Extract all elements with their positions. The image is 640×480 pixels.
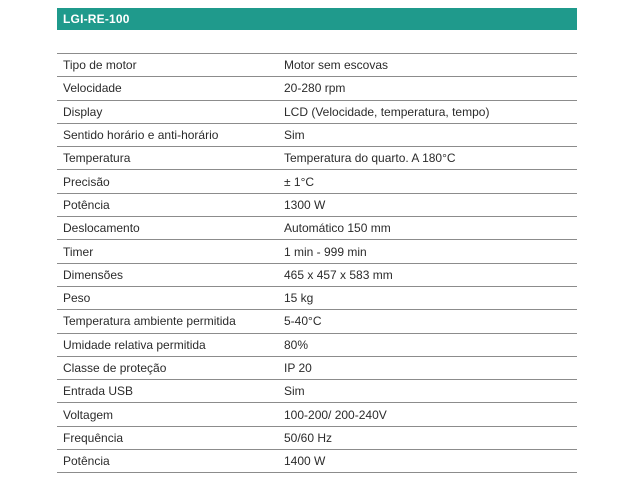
spec-value: 465 x 457 x 583 mm: [280, 263, 577, 286]
spec-row-temperatura: [57, 147, 577, 170]
spec-value: 1 min - 999 min: [280, 240, 577, 263]
spec-row-voltagem: [57, 403, 577, 426]
spec-row-dimensoes: [57, 263, 577, 286]
spec-value: 5-40°C: [280, 310, 577, 333]
spec-row-umidade: [57, 333, 577, 356]
spec-label: Precisão: [57, 170, 280, 193]
spec-row-potencia: [57, 193, 577, 216]
spec-label: Potência: [57, 193, 280, 216]
spec-label: Timer: [57, 240, 280, 263]
spec-table: [57, 53, 577, 473]
spec-row-precisao: [57, 170, 577, 193]
spec-label: Classe de proteção: [57, 356, 280, 379]
spec-value: 15 kg: [280, 286, 577, 309]
spec-value: Sim: [280, 380, 577, 403]
spec-value: Sim: [280, 123, 577, 146]
spec-label: Tipo de motor: [57, 54, 280, 77]
spec-value: 50/60 Hz: [280, 426, 577, 449]
spec-value: LCD (Velocidade, temperatura, tempo): [280, 100, 577, 123]
spec-row-classe-protecao: [57, 356, 577, 379]
spec-label: Temperatura ambiente permitida: [57, 310, 280, 333]
spec-row-deslocamento: [57, 217, 577, 240]
spec-label: Frequência: [57, 426, 280, 449]
spec-label: Temperatura: [57, 147, 280, 170]
spec-row-tipo-de-motor: [57, 54, 577, 77]
spec-value: 1300 W: [280, 193, 577, 216]
spec-row-entrada-usb: [57, 380, 577, 403]
spec-label: Deslocamento: [57, 217, 280, 240]
spec-row-timer: [57, 240, 577, 263]
spec-value: 100-200/ 200-240V: [280, 403, 577, 426]
spec-value: Automático 150 mm: [280, 217, 577, 240]
spec-value: 20-280 rpm: [280, 77, 577, 100]
spec-row-peso: [57, 286, 577, 309]
spec-row-temperatura-ambiente: [57, 310, 577, 333]
spec-label: Velocidade: [57, 77, 280, 100]
spec-row-display: [57, 100, 577, 123]
spec-label: Peso: [57, 286, 280, 309]
spec-label: Dimensões: [57, 263, 280, 286]
spec-row-velocidade: [57, 77, 577, 100]
spec-label: Sentido horário e anti-horário: [57, 123, 280, 146]
spec-label: Voltagem: [57, 403, 280, 426]
spec-label: Potência: [57, 450, 280, 473]
spec-label: Umidade relativa permitida: [57, 333, 280, 356]
spec-row-potencia-2: [57, 450, 577, 473]
spec-row-frequencia: [57, 426, 577, 449]
spec-value: 80%: [280, 333, 577, 356]
spec-value: IP 20: [280, 356, 577, 379]
spec-row-sentido: [57, 123, 577, 146]
spec-value: ± 1°C: [280, 170, 577, 193]
model-title: LGI-RE-100: [63, 12, 130, 26]
spec-table-body: [57, 54, 577, 473]
spec-label: Display: [57, 100, 280, 123]
spec-value: 1400 W: [280, 450, 577, 473]
spec-value: Motor sem escovas: [280, 54, 577, 77]
model-header: [57, 8, 577, 30]
spec-label: Entrada USB: [57, 380, 280, 403]
spec-value: Temperatura do quarto. A 180°C: [280, 147, 577, 170]
